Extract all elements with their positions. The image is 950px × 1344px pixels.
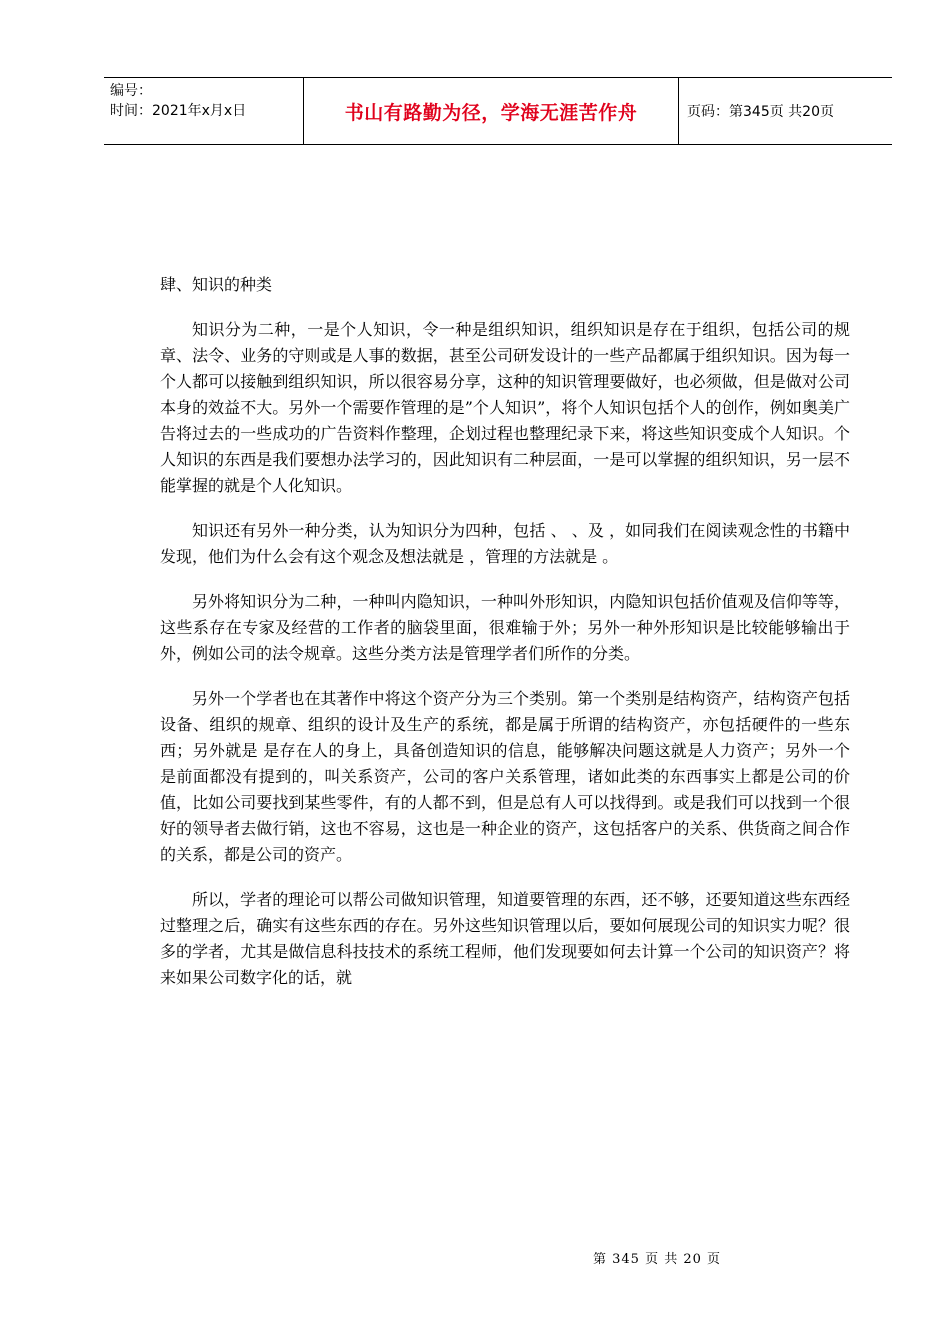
paragraph: 所以，学者的理论可以帮公司做知识管理，知道要管理的东西，还不够，还要知道这些东西经过整理之后，确实有这些东西的存在。另外这些知识管理以后，要如何展现公司的知识实力呢？很多的学者，尤其是做信息科技技术的系统工程师，他们发现要如何去计算一个公司的知识资产？将来如果公司数字化的话，就	[160, 890, 850, 987]
serial-label: 编号：	[110, 83, 152, 99]
document-body	[160, 272, 850, 1010]
page-footer: 第 345 页 共 20 页	[593, 1252, 722, 1267]
time-label: 时间：2021年x月x日	[110, 103, 247, 119]
paragraph: 知识还有另外一种分类，认为知识分为四种，包括 、 、及 ，如同我们在阅读观念性的书籍中发现，他们为什么会有这个观念及想法就是 ，管理的方法就是 。	[160, 521, 850, 566]
paragraph: 另外将知识分为二种，一种叫内隐知识，一种叫外形知识，内隐知识包括价值观及信仰等等，这些系存在专家及经营的工作者的脑袋里面，很难输于外；另外一种外形知识是比较能够输出于外，例如公司的法令规章。这些分类方法是管理学者们所作的分类。	[160, 592, 850, 663]
paragraph: 另外一个学者也在其著作中将这个资产分为三个类别。第一个类别是结构资产，结构资产包括设备、组织的规章、组织的设计及生产的系统，都是属于所谓的结构资产，亦包括硬件的一些东西；另外就是 是存在人的身上，具备创造知识的信息，能够解决问题这就是人力资产；另外一个是前面都没有提到的，叫关系资产，公司的客户关系管理，诸如此类的东西事实上都是公司的价值，比如公司要找到某些零件，有的人都不到，但是总有人可以找得到。或是我们可以找到一个很好的领导者去做行销，这也不容易，这也是一种企业的资产，这包括客户的关系、供货商之间合作的关系，都是公司的资产。	[160, 689, 850, 864]
header-page-info: 页码：第345页 共20页	[687, 104, 834, 120]
header-motto: 书山有路勤为径，学海无涯苦作舟	[304, 78, 679, 144]
page-header	[104, 77, 892, 145]
section-title: 肆、知识的种类	[160, 275, 273, 294]
paragraph: 知识分为二种，一是个人知识，令一种是组织知识，组织知识是存在于组织，包括公司的规章、法令、业务的守则或是人事的数据，甚至公司研发设计的一些产品都属于组织知识。因为每一个人都可以接触到组织知识，所以很容易分享，这种的知识管理要做好，也必须做，但是做对公司本身的效益不大。另外一个需要作管理的是”个人知识”，将个人知识包括个人的创作，例如奥美广告将过去的一些成功的广告资料作整理，企划过程也整理纪录下来，将这些知识变成个人知识。个人知识的东西是我们要想办法学习的，因此知识有二种层面，一是可以掌握的组织知识，另一层不能掌握的就是个人化知识。	[160, 320, 850, 495]
header-meta	[104, 78, 304, 144]
